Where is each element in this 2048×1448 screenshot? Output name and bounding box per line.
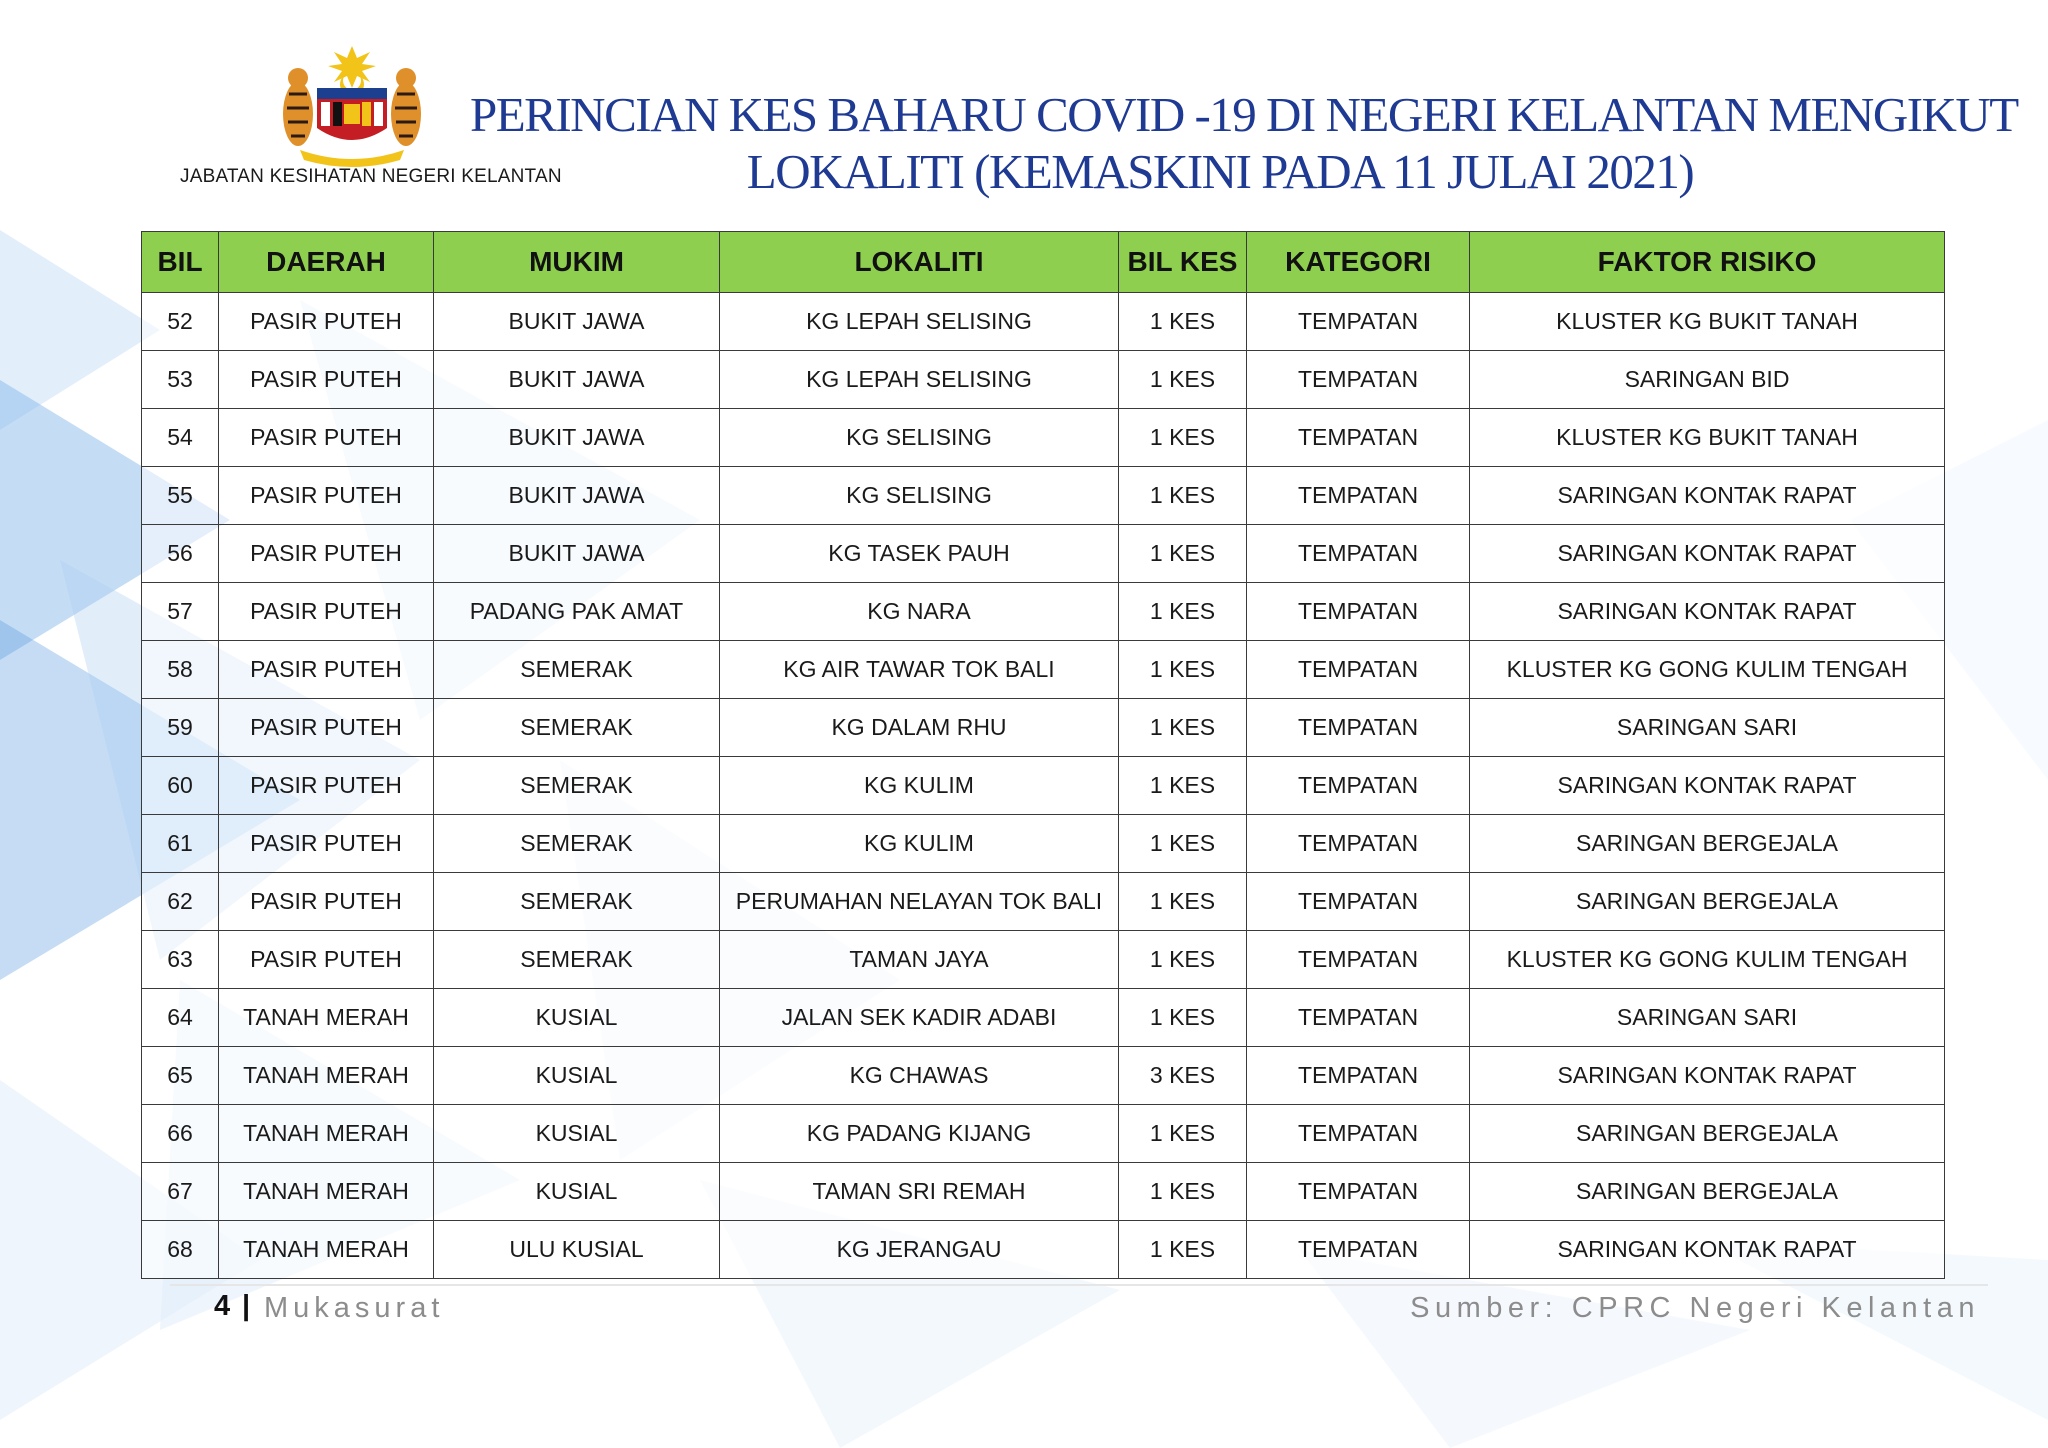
cell-bil-kes: 1 KES [1119, 757, 1247, 815]
cell-daerah: TANAH MERAH [219, 989, 434, 1047]
cell-lokaliti: TAMAN SRI REMAH [720, 1163, 1119, 1221]
table-row [142, 873, 1945, 931]
cell-bil: 65 [142, 1047, 219, 1105]
cell-bil-kes: 1 KES [1119, 931, 1247, 989]
cell-daerah: PASIR PUTEH [219, 409, 434, 467]
cell-bil-kes: 1 KES [1119, 699, 1247, 757]
cell-kategori: TEMPATAN [1247, 815, 1470, 873]
cell-daerah: PASIR PUTEH [219, 641, 434, 699]
cell-mukim: KUSIAL [434, 1047, 720, 1105]
cell-lokaliti: KG DALAM RHU [720, 699, 1119, 757]
cell-mukim: ULU KUSIAL [434, 1221, 720, 1279]
cell-lokaliti: TAMAN JAYA [720, 931, 1119, 989]
cell-mukim: SEMERAK [434, 699, 720, 757]
cell-bil-kes: 1 KES [1119, 293, 1247, 351]
cell-lokaliti: KG NARA [720, 583, 1119, 641]
cell-bil-kes: 1 KES [1119, 1163, 1247, 1221]
column-header-mukim: MUKIM [434, 232, 720, 293]
cell-bil-kes: 3 KES [1119, 1047, 1247, 1105]
cell-kategori: TEMPATAN [1247, 583, 1470, 641]
cell-mukim: SEMERAK [434, 815, 720, 873]
cell-daerah: PASIR PUTEH [219, 525, 434, 583]
cell-faktor-risiko: SARINGAN SARI [1470, 989, 1945, 1047]
cell-bil-kes: 1 KES [1119, 989, 1247, 1047]
table-body [142, 293, 1945, 1279]
cell-daerah: PASIR PUTEH [219, 815, 434, 873]
cell-kategori: TEMPATAN [1247, 1105, 1470, 1163]
cell-mukim: SEMERAK [434, 873, 720, 931]
cell-daerah: PASIR PUTEH [219, 931, 434, 989]
cell-mukim: KUSIAL [434, 1105, 720, 1163]
cell-bil-kes: 1 KES [1119, 815, 1247, 873]
cell-bil: 60 [142, 757, 219, 815]
cell-bil: 56 [142, 525, 219, 583]
cell-daerah: TANAH MERAH [219, 1105, 434, 1163]
cell-faktor-risiko: SARINGAN BERGEJALA [1470, 1163, 1945, 1221]
cell-bil: 67 [142, 1163, 219, 1221]
cell-bil-kes: 1 KES [1119, 1221, 1247, 1279]
cell-daerah: PASIR PUTEH [219, 351, 434, 409]
cell-kategori: TEMPATAN [1247, 699, 1470, 757]
cell-mukim: BUKIT JAWA [434, 525, 720, 583]
table-row [142, 1163, 1945, 1221]
footer-divider [170, 1284, 1988, 1286]
table-row [142, 583, 1945, 641]
cell-faktor-risiko: SARINGAN KONTAK RAPAT [1470, 583, 1945, 641]
cell-bil-kes: 1 KES [1119, 641, 1247, 699]
cell-bil: 54 [142, 409, 219, 467]
cell-bil: 57 [142, 583, 219, 641]
table-row [142, 989, 1945, 1047]
page-title-line-1: PERINCIAN KES BAHARU COVID -19 DI NEGERI KELANTAN MENGIKUT [470, 87, 2018, 142]
cell-mukim: BUKIT JAWA [434, 351, 720, 409]
cell-kategori: TEMPATAN [1247, 641, 1470, 699]
cell-lokaliti: KG PADANG KIJANG [720, 1105, 1119, 1163]
table-row [142, 1047, 1945, 1105]
cell-daerah: PASIR PUTEH [219, 873, 434, 931]
table-row [142, 931, 1945, 989]
page-number: 4 [214, 1290, 231, 1322]
table-row [142, 699, 1945, 757]
cell-faktor-risiko: SARINGAN BERGEJALA [1470, 873, 1945, 931]
source-credit: Sumber: CPRC Negeri Kelantan [1410, 1292, 1980, 1324]
cell-lokaliti: KG KULIM [720, 757, 1119, 815]
cell-lokaliti: PERUMAHAN NELAYAN TOK BALI [720, 873, 1119, 931]
cell-lokaliti: KG AIR TAWAR TOK BALI [720, 641, 1119, 699]
page-header [0, 0, 2048, 225]
cell-mukim: BUKIT JAWA [434, 409, 720, 467]
cell-kategori: TEMPATAN [1247, 467, 1470, 525]
cell-bil-kes: 1 KES [1119, 873, 1247, 931]
cell-mukim: SEMERAK [434, 641, 720, 699]
cell-kategori: TEMPATAN [1247, 1221, 1470, 1279]
cell-daerah: PASIR PUTEH [219, 583, 434, 641]
cell-kategori: TEMPATAN [1247, 757, 1470, 815]
cell-bil: 63 [142, 931, 219, 989]
cell-faktor-risiko: KLUSTER KG GONG KULIM TENGAH [1470, 931, 1945, 989]
cell-bil: 55 [142, 467, 219, 525]
cell-faktor-risiko: SARINGAN KONTAK RAPAT [1470, 1047, 1945, 1105]
table-row [142, 409, 1945, 467]
cell-bil-kes: 1 KES [1119, 525, 1247, 583]
cases-table [141, 231, 1945, 1279]
cell-faktor-risiko: KLUSTER KG BUKIT TANAH [1470, 293, 1945, 351]
cell-lokaliti: JALAN SEK KADIR ADABI [720, 989, 1119, 1047]
column-header-lokaliti: LOKALITI [720, 232, 1119, 293]
cell-mukim: BUKIT JAWA [434, 467, 720, 525]
page-footer [0, 1280, 2048, 1340]
cell-faktor-risiko: SARINGAN BERGEJALA [1470, 815, 1945, 873]
cell-bil-kes: 1 KES [1119, 583, 1247, 641]
column-header-kategori: KATEGORI [1247, 232, 1470, 293]
agency-name: JABATAN KESIHATAN NEGERI KELANTAN [180, 166, 562, 187]
cell-faktor-risiko: SARINGAN KONTAK RAPAT [1470, 757, 1945, 815]
cell-bil: 68 [142, 1221, 219, 1279]
cell-kategori: TEMPATAN [1247, 989, 1470, 1047]
cell-faktor-risiko: SARINGAN KONTAK RAPAT [1470, 467, 1945, 525]
cell-mukim: KUSIAL [434, 1163, 720, 1221]
cell-lokaliti: KG LEPAH SELISING [720, 293, 1119, 351]
page-title [470, 86, 2018, 200]
table-row [142, 525, 1945, 583]
column-header-faktor-risiko: FAKTOR RISIKO [1470, 232, 1945, 293]
cell-faktor-risiko: SARINGAN KONTAK RAPAT [1470, 525, 1945, 583]
cell-lokaliti: KG SELISING [720, 409, 1119, 467]
cell-bil: 62 [142, 873, 219, 931]
cell-bil: 52 [142, 293, 219, 351]
cell-daerah: TANAH MERAH [219, 1221, 434, 1279]
cell-mukim: SEMERAK [434, 931, 720, 989]
table-row [142, 1105, 1945, 1163]
cell-lokaliti: KG KULIM [720, 815, 1119, 873]
page-number-separator: | [242, 1290, 251, 1322]
cell-daerah: PASIR PUTEH [219, 757, 434, 815]
cell-bil-kes: 1 KES [1119, 467, 1247, 525]
cell-bil-kes: 1 KES [1119, 1105, 1247, 1163]
cell-kategori: TEMPATAN [1247, 293, 1470, 351]
cell-daerah: PASIR PUTEH [219, 293, 434, 351]
page-label: Mukasurat [264, 1292, 445, 1324]
cell-faktor-risiko: KLUSTER KG BUKIT TANAH [1470, 409, 1945, 467]
cell-bil: 58 [142, 641, 219, 699]
cell-faktor-risiko: SARINGAN SARI [1470, 699, 1945, 757]
cell-kategori: TEMPATAN [1247, 1047, 1470, 1105]
cell-lokaliti: KG CHAWAS [720, 1047, 1119, 1105]
column-header-bil-kes: BIL KES [1119, 232, 1247, 293]
cell-mukim: KUSIAL [434, 989, 720, 1047]
table-row [142, 641, 1945, 699]
cell-lokaliti: KG TASEK PAUH [720, 525, 1119, 583]
page-title-line-2: LOKALITI (KEMASKINI PADA 11 JULAI 2021) [746, 144, 1694, 199]
cell-kategori: TEMPATAN [1247, 525, 1470, 583]
table-row [142, 293, 1945, 351]
cell-bil: 64 [142, 989, 219, 1047]
column-header-bil: BIL [142, 232, 219, 293]
table-row [142, 757, 1945, 815]
cell-lokaliti: KG JERANGAU [720, 1221, 1119, 1279]
cell-mukim: PADANG PAK AMAT [434, 583, 720, 641]
cell-bil: 59 [142, 699, 219, 757]
cell-faktor-risiko: SARINGAN BID [1470, 351, 1945, 409]
cell-kategori: TEMPATAN [1247, 1163, 1470, 1221]
cell-bil: 66 [142, 1105, 219, 1163]
cell-bil-kes: 1 KES [1119, 409, 1247, 467]
cell-bil-kes: 1 KES [1119, 351, 1247, 409]
table-row [142, 815, 1945, 873]
cell-daerah: TANAH MERAH [219, 1047, 434, 1105]
cell-kategori: TEMPATAN [1247, 409, 1470, 467]
cases-table-container [141, 231, 1944, 1279]
cell-bil: 61 [142, 815, 219, 873]
cell-mukim: BUKIT JAWA [434, 293, 720, 351]
cell-faktor-risiko: SARINGAN KONTAK RAPAT [1470, 1221, 1945, 1279]
cell-mukim: SEMERAK [434, 757, 720, 815]
cell-kategori: TEMPATAN [1247, 873, 1470, 931]
table-row [142, 467, 1945, 525]
cell-daerah: PASIR PUTEH [219, 699, 434, 757]
malaysia-coat-of-arms-icon [272, 44, 432, 169]
table-row [142, 1221, 1945, 1279]
cell-lokaliti: KG LEPAH SELISING [720, 351, 1119, 409]
cell-lokaliti: KG SELISING [720, 467, 1119, 525]
cell-bil: 53 [142, 351, 219, 409]
column-header-daerah: DAERAH [219, 232, 434, 293]
cell-faktor-risiko: KLUSTER KG GONG KULIM TENGAH [1470, 641, 1945, 699]
table-row [142, 351, 1945, 409]
cell-daerah: TANAH MERAH [219, 1163, 434, 1221]
cell-kategori: TEMPATAN [1247, 351, 1470, 409]
cell-faktor-risiko: SARINGAN BERGEJALA [1470, 1105, 1945, 1163]
cell-kategori: TEMPATAN [1247, 931, 1470, 989]
table-header-row [142, 232, 1945, 293]
cell-daerah: PASIR PUTEH [219, 467, 434, 525]
